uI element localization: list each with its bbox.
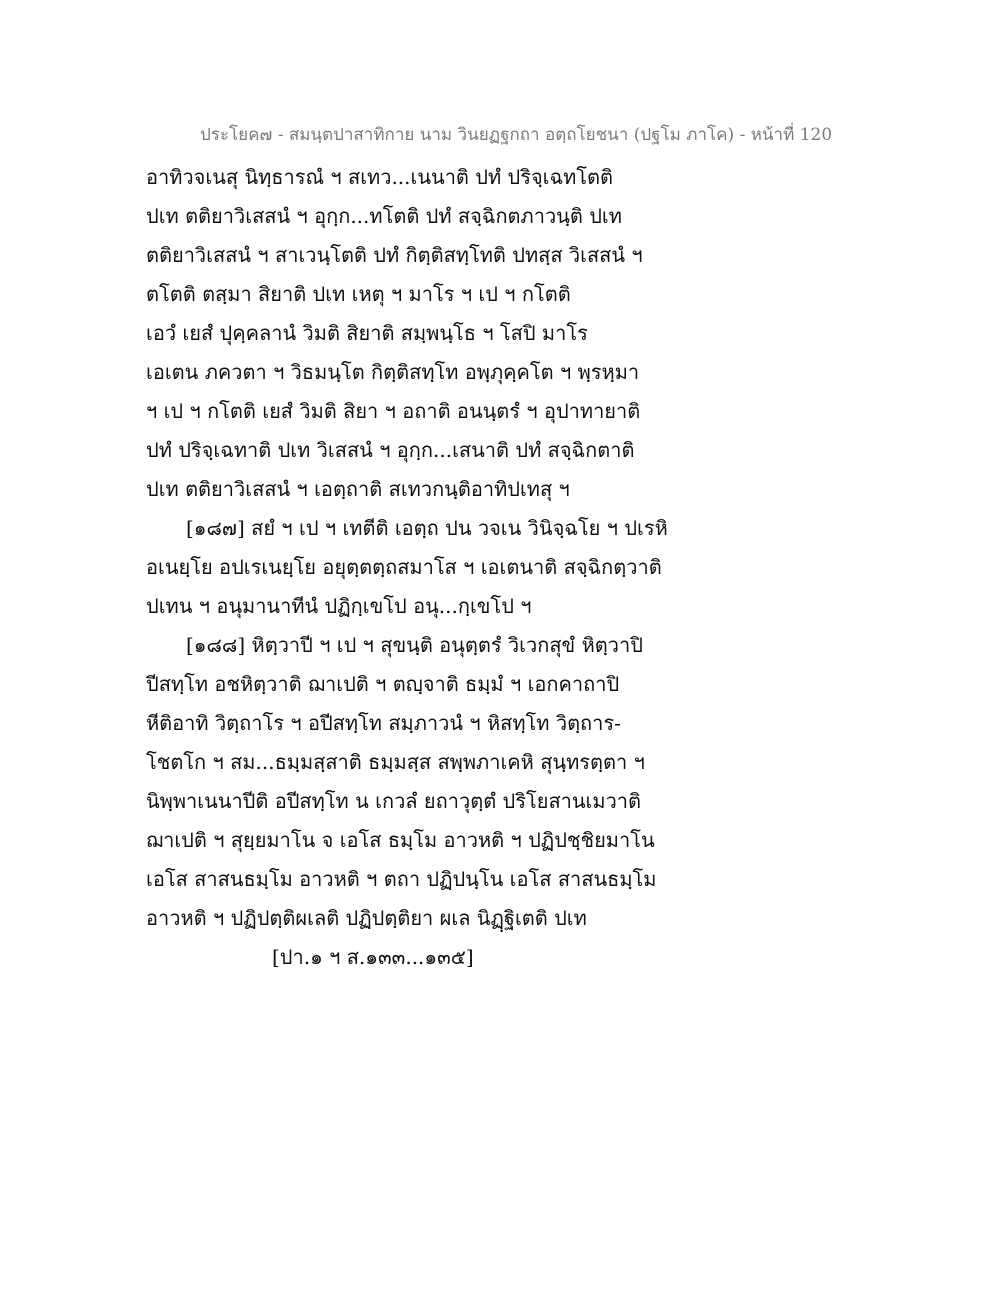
text-line: อาทิวจเนสุ นิทฺธารณํ ฯ สเทว...เนนาติ ปทํ ปริจฺเฉทโตติ <box>146 165 614 189</box>
body-text <box>146 158 706 977</box>
text-line: อาวหติ ฯ ปฏิปตฺติผเลติ ปฏิปตฺติยา ผเล นิฏฺฐิเตติ ปเท <box>146 906 587 930</box>
text-line: โชตโก ฯ สม...ธมฺมสฺสาติ ธมฺมสฺส สพฺพภาเคหิ สุนฺทรตฺตา ฯ <box>146 750 645 774</box>
source-reference: [ปา.๑ ฯ ส.๑๓๓...๑๓๕] <box>272 945 474 969</box>
text-line: อเนยฺโย อปเรเนยฺโย อยุตฺตตฺถสมาโส ฯ เอเตนาติ สจฺฉิกตฺวาติ <box>146 555 662 579</box>
paragraph-start-187: [๑๘๗] สยํ ฯ เป ฯ เทตีติ เอตฺถ ปน วจเน วินิจฺฉโย ฯ ปเรหิ <box>186 516 668 540</box>
text-line: ปีสทฺโท อชหิตฺวาติ ฌาเปติ ฯ ตญฺจาติ ธมฺมํ ฯ เอกคาถาปิ <box>146 672 620 696</box>
text-line: ปเทน ฯ อนุมานาทีนํ ปฏิกฺเขโป อนุ...กฺเขโป ฯ <box>146 594 532 618</box>
text-line: ฌาเปติ ฯ สุยฺยมาโน จ เอโส ธมฺโม อาวหติ ฯ ปฏิปชฺชิยมาโน <box>146 828 655 852</box>
text-line: ปทํ ปริจฺเฉทาติ ปเท วิเสสนํ ฯ อุกฺก...เสนาติ ปทํ สจฺฉิกตาติ <box>146 438 635 462</box>
text-line: ตติยาวิเสสนํ ฯ สาเวนฺโตติ ปทํ กิตฺติสทฺโทติ ปทสฺส วิเสสนํ ฯ <box>146 243 643 267</box>
text-line: นิพฺพาเนนาปีติ อปีสทฺโท น เกวลํ ยถาวุตฺตํ ปริโยสานเมวาติ <box>146 789 642 813</box>
paragraph-start-188: [๑๘๘] หิตฺวาปี ฯ เป ฯ สุขนฺติ อนุตฺตรํ วิเวกสุขํ หิตฺวาปิ <box>186 633 643 657</box>
text-line: เอโส สาสนธมฺโม อาวหติ ฯ ตถา ปฏิปนฺโน เอโส สาสนธมฺโม <box>146 867 657 891</box>
text-line: ฯ เป ฯ กโตติ เยสํ วิมติ สิยา ฯ อถาติ อนนฺตรํ ฯ อุปาทายาติ <box>146 399 641 423</box>
page-header: ประโยค๗ - สมนฺตปาสาทิกาย นาม วินยฏฐกถา อตฺถโยชนา (ปฐโม ภาโค) - หน้าที่ 120 <box>200 125 833 145</box>
text-line: ปเท ตติยาวิเสสนํ ฯ อุกฺก...ทโตติ ปทํ สจฺฉิกตภาวนฺติ ปเท <box>146 204 622 228</box>
text-line: หีติอาทิ วิตฺถาโร ฯ อปีสทฺโท สมฺภาวนํ ฯ หิสทฺโท วิตฺถาร- <box>146 711 621 735</box>
text-line: เอวํ เยสํ ปุคฺคลานํ วิมติ สิยาติ สมฺพนฺโธ ฯ โสปิ มาโร <box>146 321 588 345</box>
text-line: เอเตน ภควตา ฯ วิธมนฺโต กิตฺติสทฺโท อพฺภุคฺคโต ฯ พฺรหฺมา <box>146 360 640 384</box>
text-line: ตโตติ ตสฺมา สิยาติ ปเท เหตุ ฯ มาโร ฯ เป ฯ กโตติ <box>146 282 571 306</box>
text-line: ปเท ตติยาวิเสสนํ ฯ เอตฺถาติ สเทวกนฺติอาทิปเทสุ ฯ <box>146 477 570 501</box>
